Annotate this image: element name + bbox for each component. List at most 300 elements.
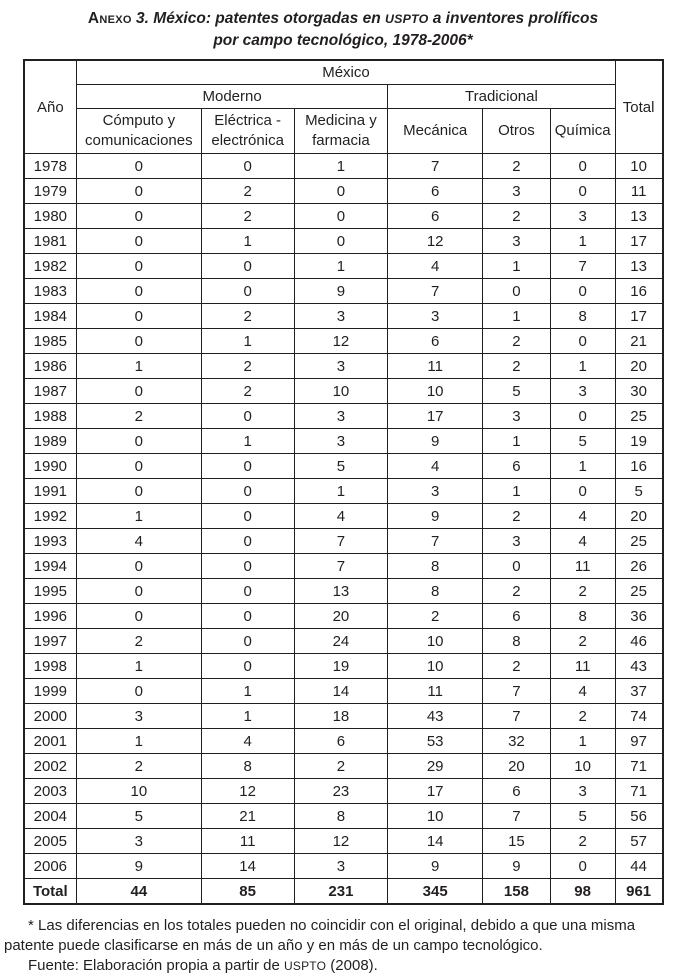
value-cell: 9: [483, 854, 550, 879]
value-cell: 2: [550, 629, 615, 654]
value-cell: 3: [483, 229, 550, 254]
value-cell: 10: [388, 654, 483, 679]
value-cell: 0: [77, 204, 201, 229]
year-cell: 1995: [24, 579, 77, 604]
year-cell: 1984: [24, 304, 77, 329]
value-cell: 11: [388, 679, 483, 704]
value-cell: 2: [201, 204, 294, 229]
header-electrica: Eléctrica - electrónica: [201, 109, 294, 154]
value-cell: 20: [294, 604, 387, 629]
value-cell: 43: [388, 704, 483, 729]
row-total-cell: 97: [615, 729, 662, 754]
value-cell: 1: [294, 254, 387, 279]
value-cell: 14: [201, 854, 294, 879]
value-cell: 7: [550, 254, 615, 279]
value-cell: 5: [550, 804, 615, 829]
table-row: [24, 179, 663, 204]
table-row: [24, 829, 663, 854]
value-cell: 1: [201, 229, 294, 254]
value-cell: 0: [201, 279, 294, 304]
value-cell: 0: [201, 554, 294, 579]
title-uspto: USPTO: [384, 12, 429, 26]
value-cell: 1: [77, 654, 201, 679]
table-header: [24, 60, 663, 154]
value-cell: 7: [294, 554, 387, 579]
year-cell: 1990: [24, 454, 77, 479]
value-cell: 0: [77, 379, 201, 404]
value-cell: 3: [388, 304, 483, 329]
value-cell: 8: [294, 804, 387, 829]
value-cell: 6: [388, 179, 483, 204]
value-cell: 8: [483, 629, 550, 654]
value-cell: 0: [550, 404, 615, 429]
table-total-row: [24, 879, 663, 905]
year-cell: 1981: [24, 229, 77, 254]
table-row: [24, 254, 663, 279]
year-cell: 1989: [24, 429, 77, 454]
table-row: [24, 154, 663, 179]
value-cell: 0: [201, 604, 294, 629]
row-total-cell: 13: [615, 254, 662, 279]
value-cell: 3: [294, 304, 387, 329]
value-cell: 3: [294, 854, 387, 879]
value-cell: 12: [294, 829, 387, 854]
value-cell: 17: [388, 404, 483, 429]
value-cell: 1: [201, 429, 294, 454]
row-total-cell: 43: [615, 654, 662, 679]
row-total-cell: 13: [615, 204, 662, 229]
row-total-cell: 11: [615, 179, 662, 204]
year-cell: 1980: [24, 204, 77, 229]
source-text: Fuente: Elaboración propia a partir de: [28, 957, 284, 974]
row-total-cell: 36: [615, 604, 662, 629]
value-cell: 21: [201, 804, 294, 829]
row-total-cell: 56: [615, 804, 662, 829]
value-cell: 3: [294, 429, 387, 454]
row-total-cell: 5: [615, 479, 662, 504]
header-row-country: [24, 60, 663, 85]
header-otros: Otros: [483, 109, 550, 154]
table-body: [24, 154, 663, 905]
value-cell: 3: [294, 354, 387, 379]
value-cell: 2: [201, 354, 294, 379]
row-total-cell: 26: [615, 554, 662, 579]
value-cell: 2: [201, 179, 294, 204]
value-cell: 0: [77, 279, 201, 304]
year-cell: 1988: [24, 404, 77, 429]
value-cell: 4: [201, 729, 294, 754]
value-cell: 4: [294, 504, 387, 529]
value-cell: 0: [201, 154, 294, 179]
value-cell: 2: [294, 754, 387, 779]
value-cell: 0: [77, 179, 201, 204]
value-cell: 7: [483, 804, 550, 829]
value-cell: 6: [483, 454, 550, 479]
value-cell: 0: [201, 254, 294, 279]
value-cell: 10: [550, 754, 615, 779]
value-cell: 10: [77, 779, 201, 804]
table-row: [24, 604, 663, 629]
header-tradicional: Tradicional: [388, 85, 616, 109]
value-cell: 3: [550, 779, 615, 804]
value-cell: 1: [77, 504, 201, 529]
value-cell: 158: [483, 879, 550, 905]
value-cell: 11: [388, 354, 483, 379]
page-title: [0, 0, 686, 51]
value-cell: 24: [294, 629, 387, 654]
value-cell: 9: [388, 429, 483, 454]
value-cell: 2: [388, 604, 483, 629]
table-row: [24, 529, 663, 554]
row-total-cell: 10: [615, 154, 662, 179]
value-cell: 9: [388, 504, 483, 529]
table-row: [24, 704, 663, 729]
value-cell: 12: [388, 229, 483, 254]
value-cell: 0: [77, 604, 201, 629]
value-cell: 4: [550, 679, 615, 704]
row-total-cell: 71: [615, 754, 662, 779]
value-cell: 1: [201, 679, 294, 704]
table-row: [24, 479, 663, 504]
year-cell: 1979: [24, 179, 77, 204]
value-cell: 4: [550, 504, 615, 529]
value-cell: 29: [388, 754, 483, 779]
value-cell: 6: [388, 204, 483, 229]
table-row: [24, 329, 663, 354]
value-cell: 3: [388, 479, 483, 504]
year-cell: 1991: [24, 479, 77, 504]
row-total-cell: 25: [615, 404, 662, 429]
year-cell: 1983: [24, 279, 77, 304]
year-cell: 2000: [24, 704, 77, 729]
value-cell: 3: [294, 404, 387, 429]
table-row: [24, 504, 663, 529]
value-cell: 3: [77, 704, 201, 729]
value-cell: 8: [201, 754, 294, 779]
value-cell: 17: [388, 779, 483, 804]
value-cell: 10: [388, 629, 483, 654]
value-cell: 0: [201, 454, 294, 479]
header-computo: Cómputo y comunicaciones: [77, 109, 201, 154]
value-cell: 4: [388, 454, 483, 479]
year-cell: 1993: [24, 529, 77, 554]
value-cell: 0: [201, 404, 294, 429]
value-cell: 2: [550, 829, 615, 854]
value-cell: 1: [201, 704, 294, 729]
value-cell: 3: [77, 829, 201, 854]
value-cell: 1: [294, 154, 387, 179]
value-cell: 0: [77, 429, 201, 454]
year-cell: 1986: [24, 354, 77, 379]
row-total-cell: 16: [615, 454, 662, 479]
row-total-cell: 44: [615, 854, 662, 879]
value-cell: 231: [294, 879, 387, 905]
value-cell: 9: [294, 279, 387, 304]
row-total-cell: 57: [615, 829, 662, 854]
value-cell: 4: [388, 254, 483, 279]
value-cell: 1: [550, 454, 615, 479]
value-cell: 1: [77, 729, 201, 754]
value-cell: 0: [294, 204, 387, 229]
value-cell: 5: [77, 804, 201, 829]
value-cell: 0: [201, 579, 294, 604]
value-cell: 0: [201, 629, 294, 654]
value-cell: 0: [201, 479, 294, 504]
value-cell: 7: [388, 279, 483, 304]
header-mecanica: Mecánica: [388, 109, 483, 154]
value-cell: 11: [201, 829, 294, 854]
value-cell: 14: [294, 679, 387, 704]
year-cell: 1996: [24, 604, 77, 629]
value-cell: 2: [550, 579, 615, 604]
table-row: [24, 579, 663, 604]
value-cell: 7: [483, 704, 550, 729]
patents-table: [23, 59, 664, 905]
value-cell: 345: [388, 879, 483, 905]
value-cell: 0: [77, 329, 201, 354]
value-cell: 18: [294, 704, 387, 729]
value-cell: 9: [77, 854, 201, 879]
value-cell: 2: [77, 754, 201, 779]
row-total-cell: 25: [615, 579, 662, 604]
title-number: 3.: [131, 10, 154, 27]
row-total-cell: 20: [615, 504, 662, 529]
header-quimica: Química: [550, 109, 615, 154]
table-row: [24, 304, 663, 329]
year-cell: 1998: [24, 654, 77, 679]
value-cell: 0: [550, 279, 615, 304]
row-total-cell: 46: [615, 629, 662, 654]
value-cell: 7: [388, 154, 483, 179]
row-total-cell: 16: [615, 279, 662, 304]
source-uspto: USPTO: [284, 959, 327, 973]
table-row: [24, 204, 663, 229]
value-cell: 20: [483, 754, 550, 779]
table-row: [24, 754, 663, 779]
header-year: Año: [24, 60, 77, 154]
year-cell: 2002: [24, 754, 77, 779]
value-cell: 2: [483, 329, 550, 354]
row-total-cell: 17: [615, 229, 662, 254]
year-cell: 1985: [24, 329, 77, 354]
value-cell: 0: [77, 229, 201, 254]
asterisk-footnote: * Las diferencias en los totales pueden no coincidir con el original, debido a que una misma patente puede clasificarse en más de un año y en más de un campo tecnológico.: [4, 917, 636, 954]
value-cell: 13: [294, 579, 387, 604]
value-cell: 0: [77, 679, 201, 704]
value-cell: 1: [201, 329, 294, 354]
title-main-2: a inventores prolíficos: [428, 10, 599, 27]
value-cell: 0: [201, 504, 294, 529]
value-cell: 2: [77, 629, 201, 654]
value-cell: 2: [201, 304, 294, 329]
value-cell: 11: [550, 654, 615, 679]
table-row: [24, 454, 663, 479]
value-cell: 5: [483, 379, 550, 404]
title-line-2: por campo tecnológico, 1978-2006*: [213, 32, 473, 49]
year-cell: 2001: [24, 729, 77, 754]
header-total: Total: [615, 60, 662, 154]
value-cell: 0: [77, 154, 201, 179]
value-cell: 2: [483, 154, 550, 179]
value-cell: 0: [550, 329, 615, 354]
value-cell: 4: [550, 529, 615, 554]
value-cell: 5: [294, 454, 387, 479]
year-cell: 1994: [24, 554, 77, 579]
value-cell: 2: [201, 379, 294, 404]
value-cell: 4: [77, 529, 201, 554]
table-row: [24, 854, 663, 879]
value-cell: 3: [483, 404, 550, 429]
value-cell: 2: [483, 654, 550, 679]
value-cell: 12: [294, 329, 387, 354]
value-cell: 53: [388, 729, 483, 754]
value-cell: 1: [77, 354, 201, 379]
value-cell: 0: [550, 154, 615, 179]
year-cell: 1987: [24, 379, 77, 404]
value-cell: 12: [201, 779, 294, 804]
table-row: [24, 404, 663, 429]
value-cell: 8: [388, 554, 483, 579]
row-total-cell: 961: [615, 879, 662, 905]
year-cell: 1992: [24, 504, 77, 529]
row-total-cell: 17: [615, 304, 662, 329]
table-row: [24, 779, 663, 804]
row-total-cell: 74: [615, 704, 662, 729]
value-cell: 23: [294, 779, 387, 804]
value-cell: 0: [483, 554, 550, 579]
value-cell: 6: [388, 329, 483, 354]
table-row: [24, 729, 663, 754]
value-cell: 9: [388, 854, 483, 879]
value-cell: 6: [483, 779, 550, 804]
title-main-1: México: patentes otorgadas en: [153, 10, 385, 27]
value-cell: 1: [550, 729, 615, 754]
value-cell: 1: [483, 304, 550, 329]
value-cell: 2: [483, 354, 550, 379]
year-cell: 1982: [24, 254, 77, 279]
value-cell: 0: [550, 479, 615, 504]
value-cell: 6: [294, 729, 387, 754]
value-cell: 44: [77, 879, 201, 905]
table-row: [24, 654, 663, 679]
value-cell: 0: [201, 529, 294, 554]
table-row: [24, 354, 663, 379]
value-cell: 0: [483, 279, 550, 304]
value-cell: 2: [483, 204, 550, 229]
year-cell: 1997: [24, 629, 77, 654]
value-cell: 15: [483, 829, 550, 854]
value-cell: 11: [550, 554, 615, 579]
value-cell: 2: [483, 504, 550, 529]
value-cell: 8: [550, 304, 615, 329]
value-cell: 0: [77, 304, 201, 329]
value-cell: 0: [294, 179, 387, 204]
table-row: [24, 804, 663, 829]
value-cell: 0: [77, 554, 201, 579]
value-cell: 2: [550, 704, 615, 729]
value-cell: 6: [483, 604, 550, 629]
value-cell: 1: [294, 479, 387, 504]
value-cell: 0: [294, 229, 387, 254]
year-cell: 1999: [24, 679, 77, 704]
value-cell: 0: [77, 579, 201, 604]
value-cell: 2: [77, 404, 201, 429]
year-cell: 2006: [24, 854, 77, 879]
value-cell: 8: [388, 579, 483, 604]
value-cell: 0: [550, 854, 615, 879]
table-row: [24, 679, 663, 704]
value-cell: 0: [77, 454, 201, 479]
value-cell: 0: [201, 654, 294, 679]
value-cell: 10: [388, 379, 483, 404]
header-mexico: México: [77, 60, 616, 85]
row-total-cell: 20: [615, 354, 662, 379]
table-row: [24, 229, 663, 254]
header-row-fields: [24, 109, 663, 154]
value-cell: 85: [201, 879, 294, 905]
header-row-groups: [24, 85, 663, 109]
value-cell: 3: [550, 204, 615, 229]
year-cell: 2003: [24, 779, 77, 804]
value-cell: 2: [483, 579, 550, 604]
value-cell: 10: [388, 804, 483, 829]
row-total-cell: 19: [615, 429, 662, 454]
value-cell: 0: [550, 179, 615, 204]
value-cell: 10: [294, 379, 387, 404]
value-cell: 8: [550, 604, 615, 629]
value-cell: 7: [483, 679, 550, 704]
table-row: [24, 279, 663, 304]
value-cell: 3: [483, 179, 550, 204]
title-line-1: [0, 8, 686, 30]
value-cell: 1: [483, 254, 550, 279]
value-cell: 7: [388, 529, 483, 554]
value-cell: 1: [483, 479, 550, 504]
value-cell: 19: [294, 654, 387, 679]
value-cell: 3: [550, 379, 615, 404]
value-cell: 14: [388, 829, 483, 854]
value-cell: 1: [550, 229, 615, 254]
table-row: [24, 629, 663, 654]
header-medicina: Medicina y farmacia: [294, 109, 387, 154]
year-cell: 1978: [24, 154, 77, 179]
row-total-cell: 37: [615, 679, 662, 704]
value-cell: 1: [483, 429, 550, 454]
row-total-cell: 30: [615, 379, 662, 404]
row-total-cell: 71: [615, 779, 662, 804]
title-anexo-label: Anexo: [87, 10, 132, 27]
value-cell: 98: [550, 879, 615, 905]
header-moderno: Moderno: [77, 85, 388, 109]
year-cell: 2005: [24, 829, 77, 854]
value-cell: 0: [77, 479, 201, 504]
source-year: (2008).: [326, 957, 378, 974]
value-cell: 5: [550, 429, 615, 454]
value-cell: 0: [77, 254, 201, 279]
year-cell: 2004: [24, 804, 77, 829]
table-row: [24, 379, 663, 404]
value-cell: 3: [483, 529, 550, 554]
row-total-cell: 21: [615, 329, 662, 354]
source-footnote: [4, 956, 682, 976]
row-total-cell: 25: [615, 529, 662, 554]
total-label-cell: Total: [24, 879, 77, 905]
table-row: [24, 429, 663, 454]
footnotes: [4, 916, 682, 976]
value-cell: 7: [294, 529, 387, 554]
value-cell: 32: [483, 729, 550, 754]
table-row: [24, 554, 663, 579]
